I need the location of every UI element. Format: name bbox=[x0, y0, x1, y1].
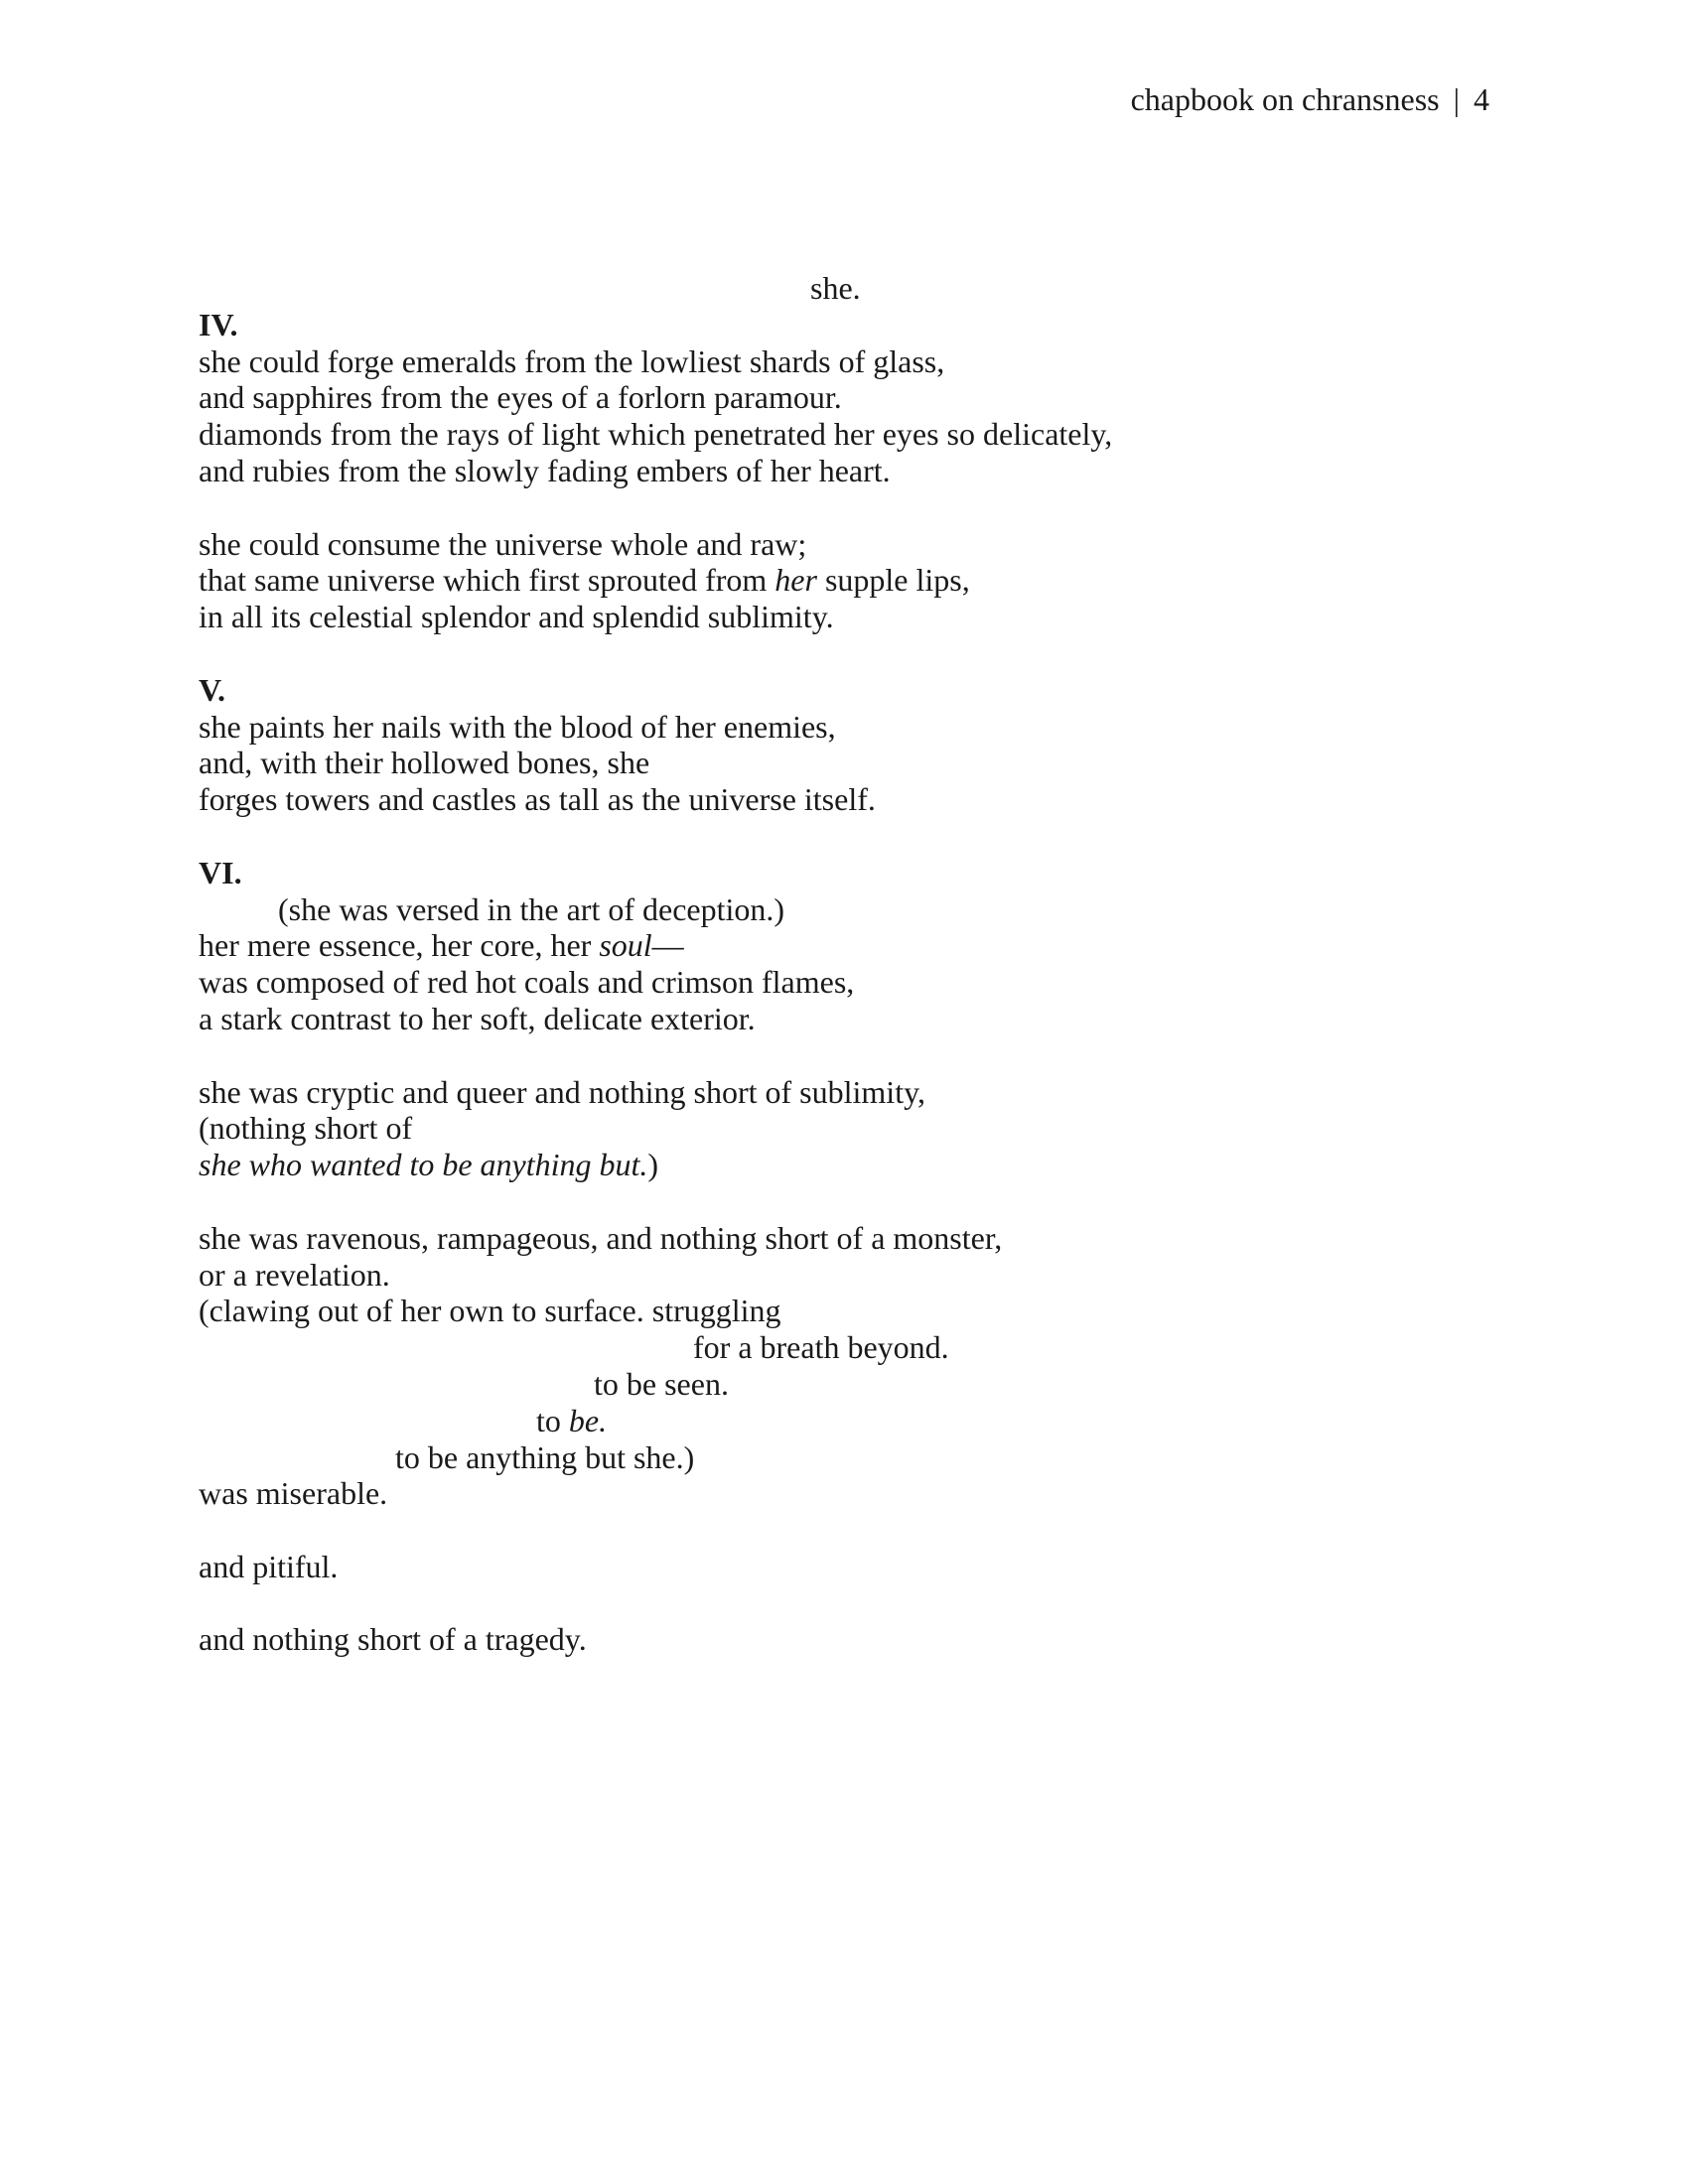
header-separator: | bbox=[1453, 81, 1460, 117]
poem-line bbox=[199, 927, 1489, 964]
poem-line: (clawing out of her own to surface. struggling bbox=[199, 1293, 781, 1329]
poem-line: she could consume the universe whole and raw; bbox=[199, 525, 807, 562]
poem-line: (nothing short of bbox=[199, 1110, 413, 1147]
poem-line bbox=[199, 1147, 1489, 1183]
poem-emphasis: her bbox=[774, 562, 817, 599]
poem-line-indented: to be seen. bbox=[594, 1365, 729, 1402]
poem-line: was composed of red hot coals and crimson flames, bbox=[199, 964, 855, 1001]
chapbook-title: chapbook on chransness bbox=[1130, 81, 1440, 117]
poem-line-text: ) bbox=[647, 1147, 659, 1183]
page-header bbox=[1131, 79, 1489, 119]
poem-line: she could forge emeralds from the lowliest shards of glass, bbox=[199, 342, 945, 379]
poem-line: and, with their hollowed bones, she bbox=[199, 745, 650, 781]
poem-body bbox=[199, 270, 1489, 1658]
poem-line: and nothing short of a tragedy. bbox=[199, 1621, 587, 1658]
poem-line: she paints her nails with the blood of her enemies, bbox=[199, 708, 836, 745]
poem-line: she was ravenous, rampageous, and nothing short of a monster, bbox=[199, 1219, 1003, 1256]
poem-intro-line: she. bbox=[810, 270, 861, 306]
stanza-break bbox=[199, 1183, 1489, 1220]
poem-line bbox=[199, 562, 1489, 599]
poem-line-text: to bbox=[536, 1402, 569, 1438]
poem-line: she was cryptic and queer and nothing short of sublimity, bbox=[199, 1073, 925, 1110]
stanza-break bbox=[199, 489, 1489, 526]
poem-line: and sapphires from the eyes of a forlorn paramour. bbox=[199, 379, 842, 416]
poem-line: and pitiful. bbox=[199, 1548, 339, 1584]
poem-line-text: that same universe which first sprouted from bbox=[199, 562, 775, 599]
section-vi-heading: VI. bbox=[199, 854, 242, 890]
poem-line-indented bbox=[199, 1403, 1489, 1439]
section-iv-heading: IV. bbox=[199, 306, 238, 342]
poem-line-text: her mere essence, her core, her bbox=[199, 927, 600, 964]
stanza-break bbox=[199, 818, 1489, 855]
poem-line: diamonds from the rays of light which penetrated her eyes so delicately, bbox=[199, 416, 1113, 453]
poem-line-indented: for a breath beyond. bbox=[693, 1329, 949, 1366]
poem-line-text: — bbox=[651, 927, 684, 964]
poem-line-indented: (she was versed in the art of deception.) bbox=[278, 890, 785, 927]
poem-line: a stark contrast to her soft, delicate exterior. bbox=[199, 1000, 756, 1036]
poem-emphasis: soul bbox=[599, 927, 652, 964]
poem-line: in all its celestial splendor and splendid sublimity. bbox=[199, 599, 834, 635]
poem-emphasis: she who wanted to be anything but. bbox=[199, 1147, 648, 1183]
stanza-break bbox=[199, 635, 1489, 672]
poem-line: or a revelation. bbox=[199, 1256, 390, 1293]
stanza-break bbox=[199, 1585, 1489, 1622]
poem-line-indented: to be anything but she.) bbox=[395, 1438, 695, 1475]
stanza-break bbox=[199, 1512, 1489, 1549]
section-v-heading: V. bbox=[199, 671, 225, 708]
page-number: 4 bbox=[1474, 81, 1489, 117]
stanza-break bbox=[199, 1037, 1489, 1074]
poem-line: was miserable. bbox=[199, 1475, 388, 1512]
poem-line: and rubies from the slowly fading embers of her heart. bbox=[199, 452, 891, 488]
poem-line: forges towers and castles as tall as the universe itself. bbox=[199, 781, 876, 818]
poem-line-text: supple lips, bbox=[816, 562, 970, 599]
poem-emphasis: be. bbox=[568, 1402, 608, 1438]
